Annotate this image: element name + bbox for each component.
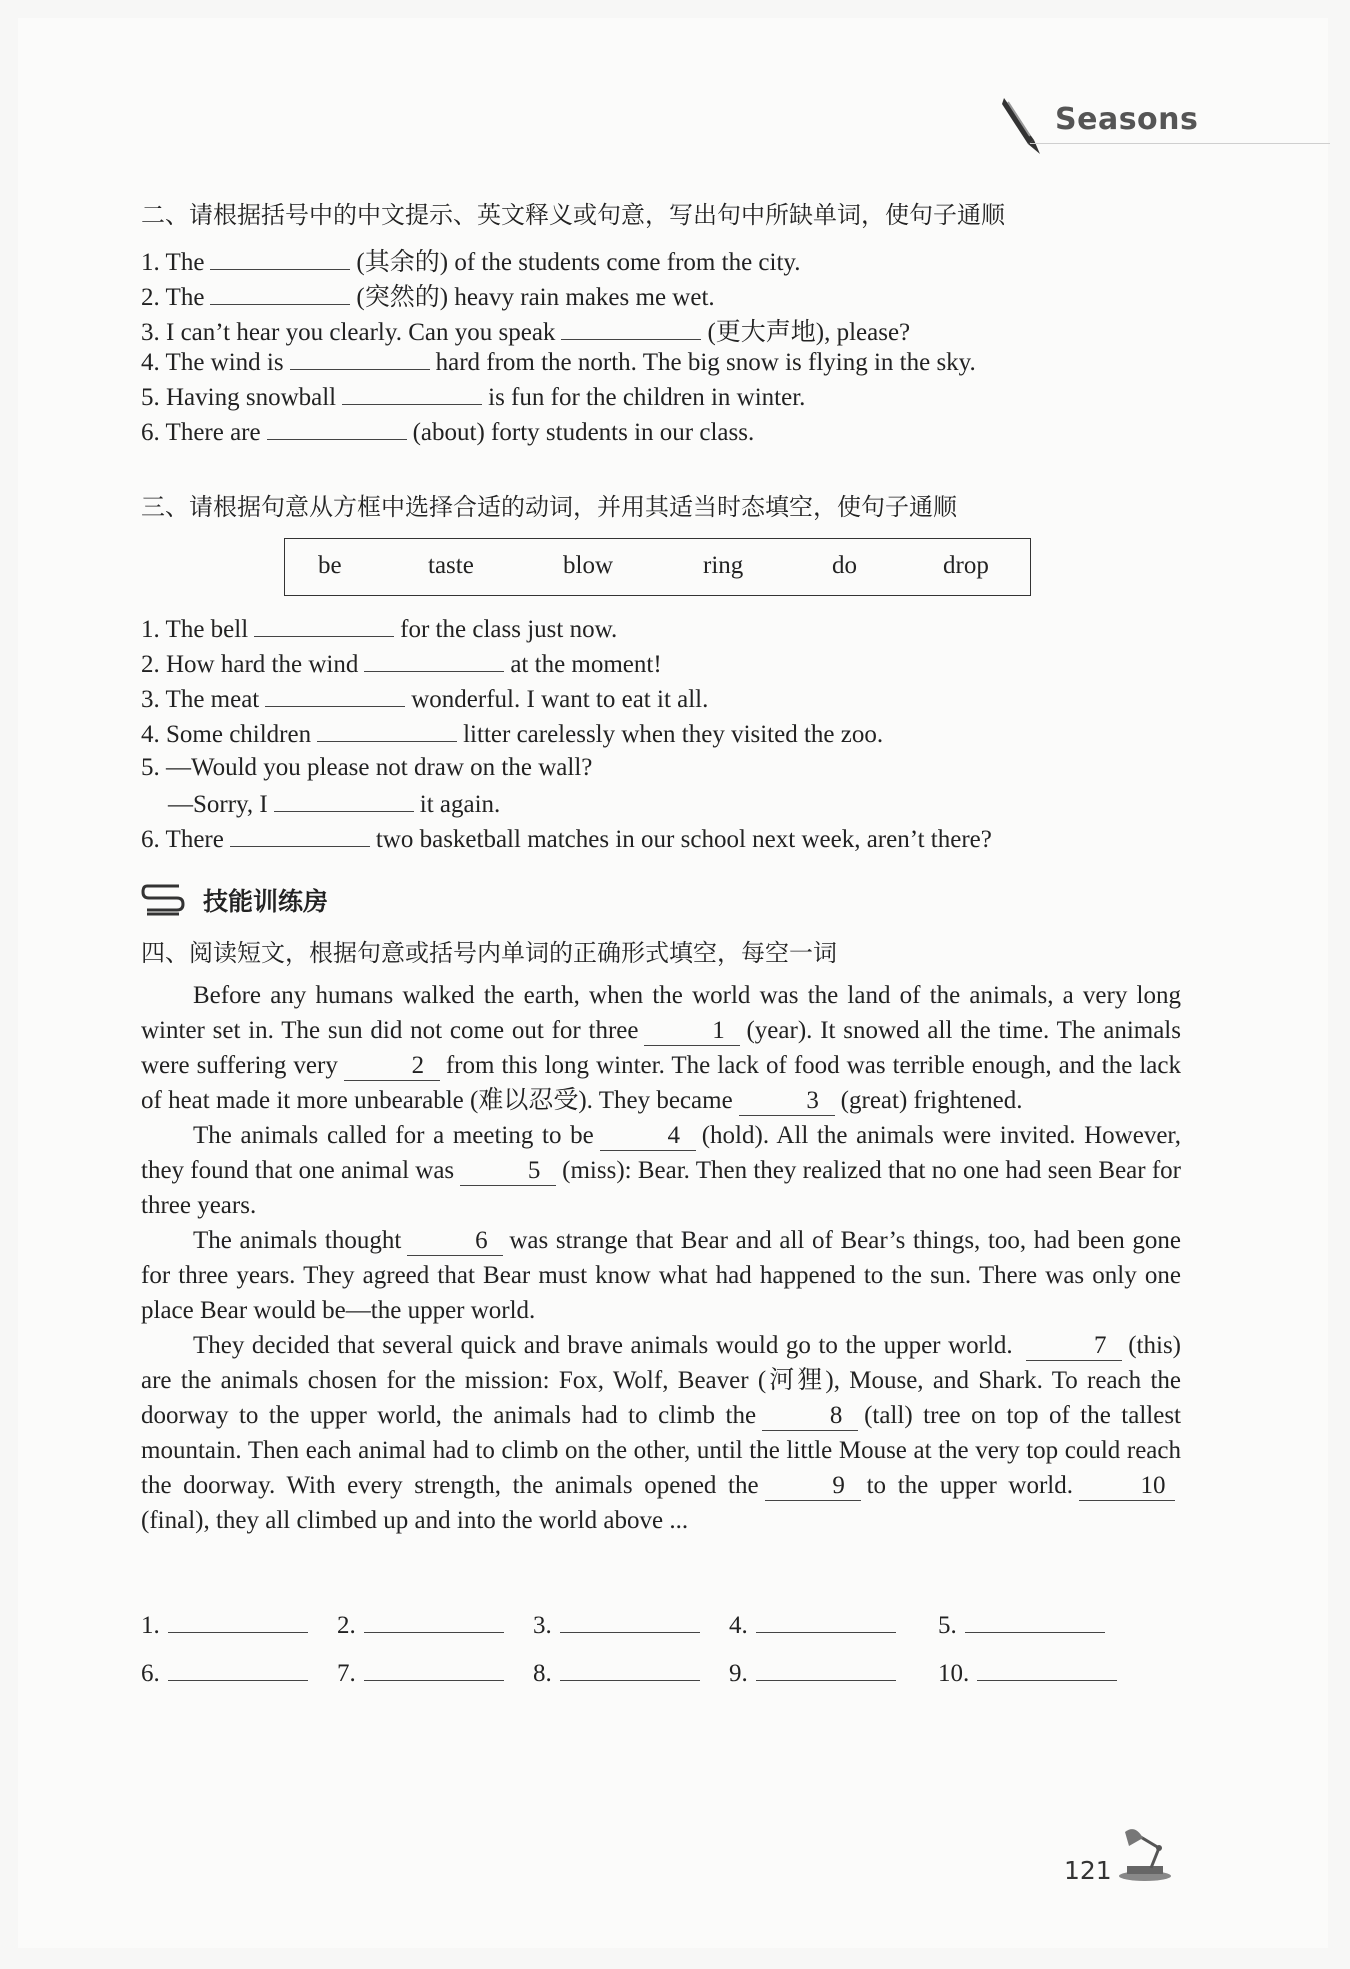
answer-blank[interactable]: [364, 649, 504, 672]
answer-slot[interactable]: 5.: [938, 1610, 1105, 1640]
unit-title: Seasons: [1055, 102, 1199, 137]
answer-slot[interactable]: 3.: [533, 1610, 700, 1640]
numbered-blank[interactable]: 10: [1079, 1472, 1175, 1501]
answer-blank[interactable]: [265, 684, 405, 707]
numbered-blank[interactable]: 3: [739, 1087, 835, 1116]
s2-item-1: 1. The (其余的) of the students come from the city.: [141, 249, 801, 276]
skill-section-header: [141, 882, 328, 918]
answer-blank[interactable]: [210, 282, 350, 305]
s3-item-4: 4. Some children litter carelessly when they visited the zoo.: [141, 721, 884, 748]
answer-blank[interactable]: [230, 824, 370, 847]
s3-item-5-question: 5. —Would you please not draw on the wall?: [141, 754, 593, 781]
passage-paragraph-1: Before any humans walked the earth, when the world was the land of the animals, a very long winter set in. The sun did not come out for three 1 (year). It snowed all the time. The animals were suffering very 2 from this long winter. The lack of food was terrible enough, and the lack of heat made it more unbearable (难以忍受). They became 3 (great) frightened.: [141, 982, 1181, 1114]
lamp-icon: [1115, 1826, 1175, 1882]
answer-slot[interactable]: 4.: [729, 1610, 896, 1640]
pen-icon: [1000, 96, 1044, 158]
word-box: [284, 538, 1031, 596]
skill-icon: [141, 882, 185, 918]
word-option: blow: [563, 552, 613, 579]
s2-item-6: 6. There are (about) forty students in our class.: [141, 419, 755, 446]
passage-paragraph-3: The animals thought 6 was strange that Bear and all of Bear’s things, too, had been gone for three years. They agreed that Bear must know what had happened to the sun. There was only one place Bear would be—the upper world.: [141, 1227, 1181, 1324]
page-number: 121: [1064, 1856, 1112, 1885]
numbered-blank[interactable]: 4: [600, 1122, 696, 1151]
answer-blank[interactable]: [317, 719, 457, 742]
s2-item-4: 4. The wind is hard from the north. The big snow is flying in the sky.: [141, 349, 976, 376]
page-header: [1000, 96, 1340, 156]
s2-item-3: 3. I can’t hear you clearly. Can you speak (更大声地), please?: [141, 319, 911, 346]
answer-blank[interactable]: [274, 789, 414, 812]
word-option: ring: [703, 552, 744, 579]
passage-paragraph-2: The animals called for a meeting to be 4 (hold). All the animals were invited. However, they found that one animal was 5 (miss): Bear. Then they realized that no one had seen Bear for three years.: [141, 1122, 1181, 1219]
numbered-blank[interactable]: 7: [1026, 1332, 1122, 1361]
answer-slot[interactable]: 9.: [729, 1658, 896, 1688]
numbered-blank[interactable]: 2: [344, 1052, 440, 1081]
word-option: be: [318, 552, 342, 579]
answer-blank[interactable]: [254, 614, 394, 637]
s3-item-3: 3. The meat wonderful. I want to eat it all.: [141, 686, 709, 713]
skill-label: 技能训练房: [203, 887, 329, 916]
word-option: drop: [943, 552, 989, 579]
numbered-blank[interactable]: 8: [762, 1402, 858, 1431]
answer-slot[interactable]: 6.: [141, 1658, 308, 1688]
numbered-blank[interactable]: 6: [407, 1227, 503, 1256]
reading-passage: [141, 978, 1181, 1538]
answer-slot[interactable]: 2.: [337, 1610, 504, 1640]
answer-blank[interactable]: [290, 347, 430, 370]
s3-item-1: 1. The bell for the class just now.: [141, 616, 618, 643]
answer-blank[interactable]: [342, 382, 482, 405]
answer-blank[interactable]: [267, 417, 407, 440]
answer-slot[interactable]: 10.: [938, 1658, 1117, 1688]
numbered-blank[interactable]: 1: [644, 1017, 740, 1046]
answer-slot[interactable]: 1.: [141, 1610, 308, 1640]
s3-item-6: 6. There two basketball matches in our school next week, aren’t there?: [141, 826, 992, 853]
section-3-title: 三、请根据句意从方框中选择合适的动词，并用其适当时态填空，使句子通顺: [141, 493, 957, 521]
answer-slot[interactable]: 7.: [337, 1658, 504, 1688]
word-option: do: [832, 552, 857, 579]
s2-item-5: 5. Having snowball is fun for the children in winter.: [141, 384, 806, 411]
section-2-title: 二、请根据括号中的中文提示、英文释义或句意，写出句中所缺单词，使句子通顺: [141, 201, 1005, 229]
s2-item-2: 2. The (突然的) heavy rain makes me wet.: [141, 284, 715, 311]
word-option: taste: [428, 552, 474, 579]
section-4-title: 四、阅读短文，根据句意或括号内单词的正确形式填空，每空一词: [141, 939, 837, 967]
header-rule: [1030, 143, 1330, 144]
numbered-blank[interactable]: 5: [460, 1157, 556, 1186]
s3-item-5-answer: —Sorry, I it again.: [168, 791, 501, 818]
passage-paragraph-4: They decided that several quick and brave animals would go to the upper world. 7 (this) are the animals chosen for the mission: Fox, Wolf, Beaver (河狸), Mouse, and Shark. To reach the doorway to the upper world, the animals had to climb the 8 (tall) tree on top of the tallest mountain. Then each animal had to climb on the other, until the little Mouse at the very top could reach the doorway. With every strength, the animals opened the 9 to the upper world. 10(final), they all climbed up and into the world above ...: [141, 1332, 1182, 1534]
answer-slot[interactable]: 8.: [533, 1658, 700, 1688]
answer-blank[interactable]: [210, 247, 350, 270]
s3-item-2: 2. How hard the wind at the moment!: [141, 651, 662, 678]
answer-blank[interactable]: [561, 317, 701, 340]
numbered-blank[interactable]: 9: [765, 1472, 861, 1501]
